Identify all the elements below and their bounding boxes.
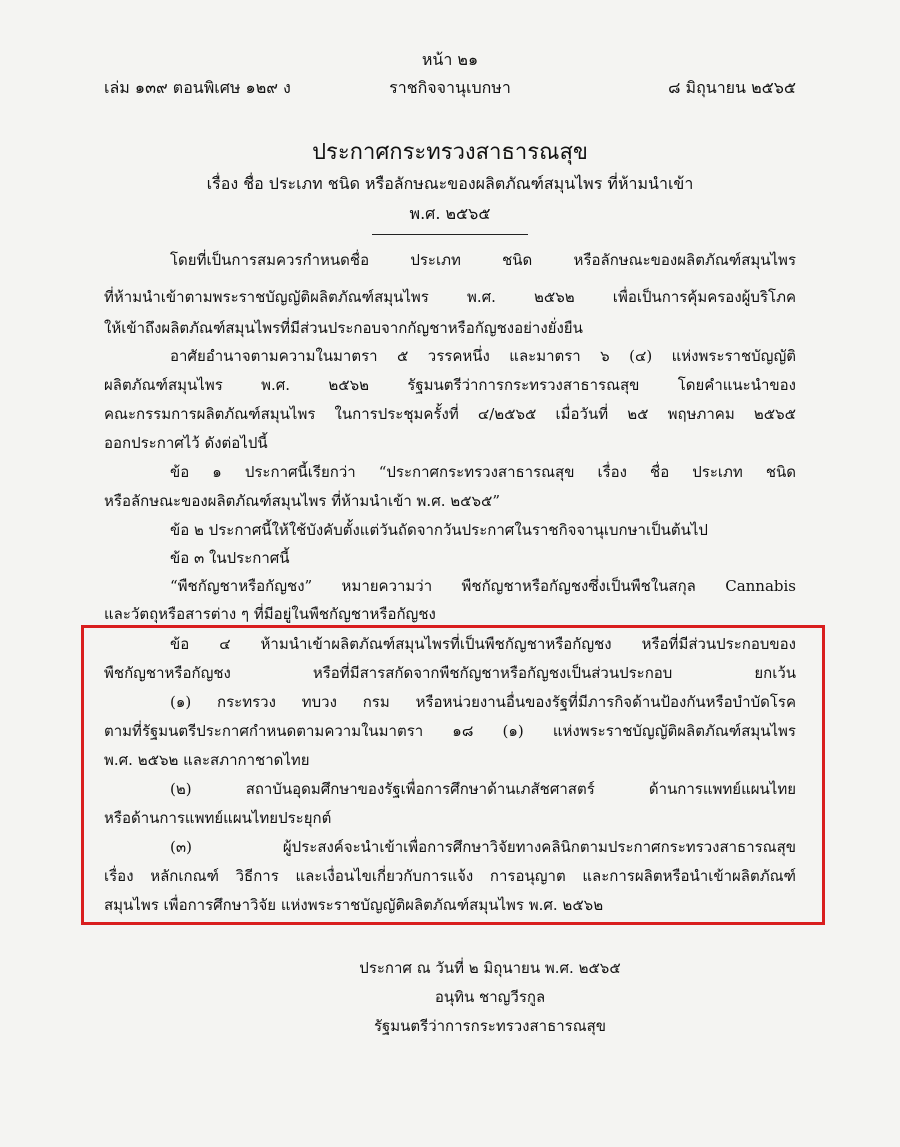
body-line: หรือด้านการแพทย์แผนไทยประยุกต์ (104, 809, 332, 827)
volume-info: เล่ม ๑๓๙ ตอนพิเศษ ๑๒๙ ง (104, 78, 291, 97)
page-number: หน้า ๒๑ (421, 50, 479, 69)
body-line: สมุนไพร เพื่อการศึกษาวิจัย แห่งพระราชบัญญัติผลิตภัณฑ์สมุนไพร พ.ศ. ๒๕๖๒ (104, 896, 604, 914)
body-line: โดยที่เป็นการสมควรกำหนดชื่อ ประเภท ชนิด หรือลักษณะของผลิตภัณฑ์สมุนไพร (170, 251, 796, 269)
body-line: (๓) ผู้ประสงค์จะนำเข้าเพื่อการศึกษาวิจัยทางคลินิกตามประกาศกระทรวงสาธารณสุข (170, 838, 796, 856)
body-line: หรือลักษณะของผลิตภัณฑ์สมุนไพร ที่ห้ามนำเข้า พ.ศ. ๒๕๖๕” (104, 492, 501, 510)
body-line: พืชกัญชาหรือกัญชง หรือที่มีสารสกัดจากพืชกัญชาหรือกัญชงเป็นส่วนประกอบ ยกเว้น (104, 664, 796, 682)
body-line: และวัตถุหรือสารต่าง ๆ ที่มีอยู่ในพืชกัญชาหรือกัญชง (104, 605, 436, 623)
announcement-year: พ.ศ. ๒๕๖๕ (409, 204, 491, 223)
signatory-position: รัฐมนตรีว่าการกระทรวงสาธารณสุข (373, 1017, 607, 1035)
body-line: ตามที่รัฐมนตรีประกาศกำหนดตามความในมาตรา ๑๘ (๑) แห่งพระราชบัญญัติผลิตภัณฑ์สมุนไพร (104, 722, 796, 740)
title-divider (372, 234, 528, 235)
body-line: ออกประกาศไว้ ดังต่อไปนี้ (104, 434, 268, 452)
announcement-title: ประกาศกระทรวงสาธารณสุข (312, 140, 588, 165)
body-line: ให้เข้าถึงผลิตภัณฑ์สมุนไพรที่มีส่วนประกอบจากกัญชาหรือกัญชงอย่างยั่งยืน (104, 319, 583, 337)
body-line: ข้อ ๒ ประกาศนี้ให้ใช้บังคับตั้งแต่วันถัดจากวันประกาศในราชกิจจานุเบกษาเป็นต้นไป (170, 521, 708, 539)
body-line: เรื่อง หลักเกณฑ์ วิธีการ และเงื่อนไขเกี่ยวกับการแจ้ง การอนุญาต และการผลิตหรือนำเข้าผลิตภัณฑ์ (104, 867, 796, 885)
signatory-name: อนุทิน ชาญวีรกูล (434, 988, 546, 1006)
body-line: ข้อ ๑ ประกาศนี้เรียกว่า “ประกาศกระทรวงสาธารณสุข เรื่อง ชื่อ ประเภท ชนิด (170, 463, 796, 481)
body-line: (๑) กระทรวง ทบวง กรม หรือหน่วยงานอื่นของรัฐที่มีภารกิจด้านป้องกันหรือบำบัดโรค (170, 693, 796, 711)
announcement-date: ประกาศ ณ วันที่ ๒ มิถุนายน พ.ศ. ๒๕๖๕ (359, 959, 621, 977)
body-line: “พืชกัญชาหรือกัญชง” หมายความว่า พืชกัญชาหรือกัญชงซึ่งเป็นพืชในสกุล Cannabis (170, 577, 796, 595)
body-line: (๒) สถาบันอุดมศึกษาของรัฐเพื่อการศึกษาด้านเภสัชศาสตร์ ด้านการแพทย์แผนไทย (170, 780, 796, 798)
gazette-name: ราชกิจจานุเบกษา (389, 78, 511, 97)
body-line: ข้อ ๓ ในประกาศนี้ (170, 549, 290, 567)
body-line: คณะกรรมการผลิตภัณฑ์สมุนไพร ในการประชุมครั้งที่ ๔/๒๕๖๕ เมื่อวันที่ ๒๕ พฤษภาคม ๒๕๖๕ (104, 405, 796, 423)
body-line: พ.ศ. ๒๕๖๒ และสภากาชาดไทย (104, 751, 310, 769)
body-line: ข้อ ๔ ห้ามนำเข้าผลิตภัณฑ์สมุนไพรที่เป็นพืชกัญชาหรือกัญชง หรือที่มีส่วนประกอบของ (170, 635, 796, 653)
announcement-subject: เรื่อง ชื่อ ประเภท ชนิด หรือลักษณะของผลิตภัณฑ์สมุนไพร ที่ห้ามนำเข้า (206, 174, 694, 193)
gazette-date: ๘ มิถุนายน ๒๕๖๕ (668, 78, 796, 97)
body-line: ผลิตภัณฑ์สมุนไพร พ.ศ. ๒๕๖๒ รัฐมนตรีว่าการกระทรวงสาธารณสุข โดยคำแนะนำของ (104, 376, 796, 394)
body-line: อาศัยอำนาจตามความในมาตรา ๕ วรรคหนึ่ง และมาตรา ๖ (๔) แห่งพระราชบัญญัติ (170, 347, 796, 365)
body-line: ที่ห้ามนำเข้าตามพระราชบัญญัติผลิตภัณฑ์สมุนไพร พ.ศ. ๒๕๖๒ เพื่อเป็นการคุ้มครองผู้บริโภค (104, 288, 796, 306)
